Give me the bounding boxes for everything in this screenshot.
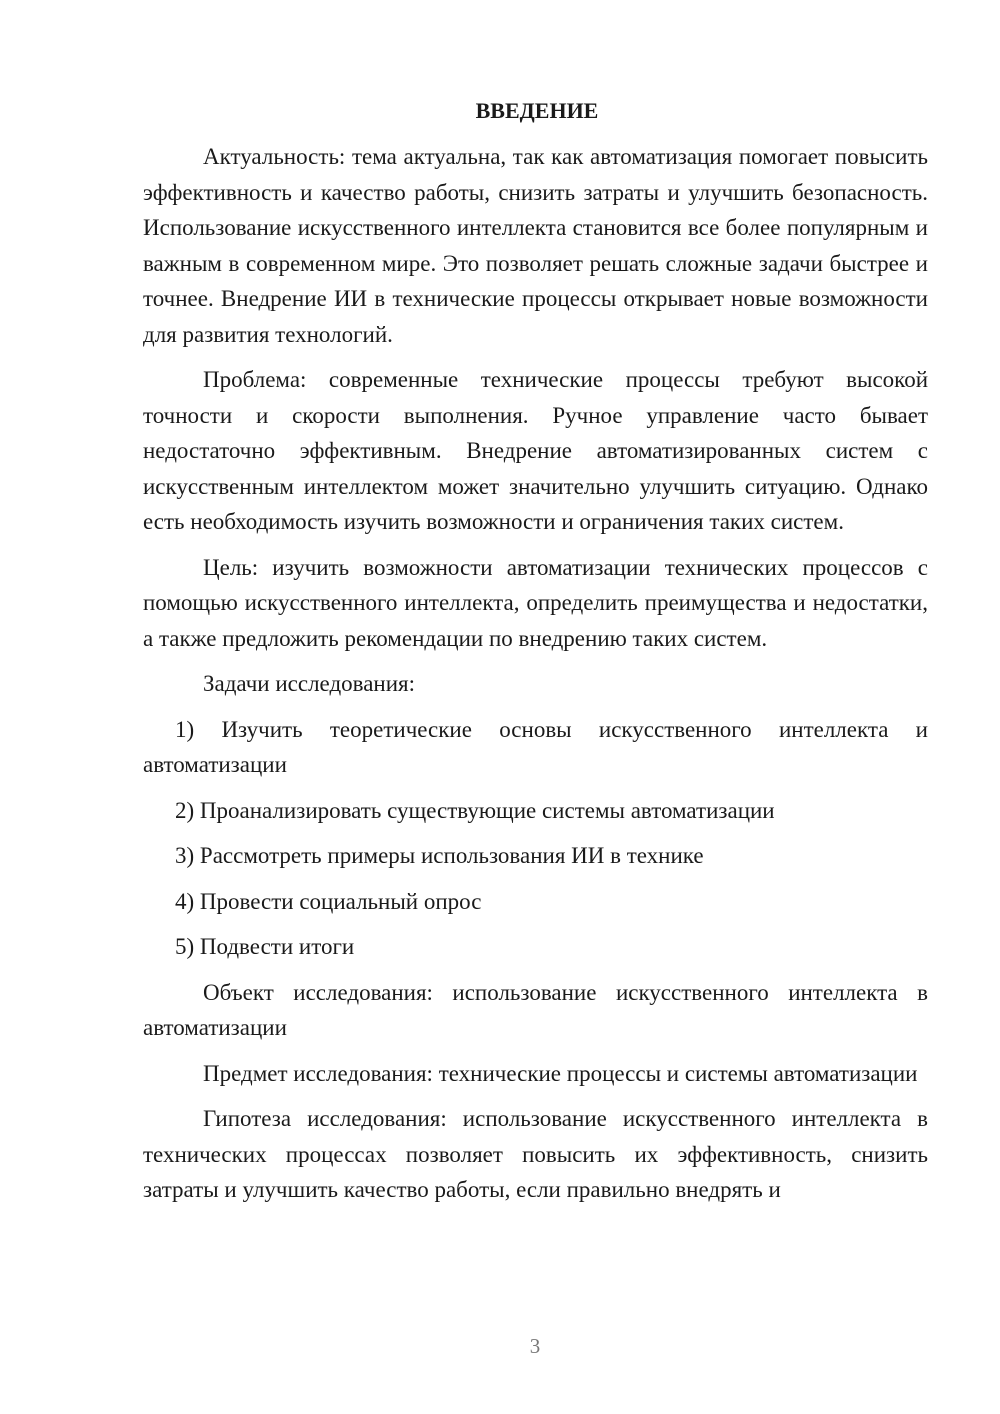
- task-item: 2) Проанализировать существующие системы автоматизации: [175, 797, 775, 823]
- hypothesis-paragraph: Гипотеза исследования: использование искусственного интеллекта в технических процессах позволяет повысить их эффективность, снизить затраты и улучшить качество работы, если правильно внедрять и: [143, 1106, 928, 1202]
- object-paragraph: Объект исследования: использование искусственного интеллекта в автоматизации: [143, 979, 928, 1040]
- tasks-heading: Задачи исследования:: [203, 671, 416, 696]
- task-item: 1) Изучить теоретические основы искусственного интеллекта и автоматизации: [143, 716, 928, 777]
- page-title: ВВЕДЕНИЕ: [475, 98, 599, 123]
- page-number: 3: [529, 1334, 541, 1358]
- document-body: [143, 94, 928, 1218]
- task-item: 3) Рассмотреть примеры использования ИИ в технике: [175, 843, 704, 868]
- goal-paragraph: Цель: изучить возможности автоматизации технических процессов с помощью искусственного интеллекта, определить преимущества и недостатки, а также предложить рекомендации по внедрению таких систем.: [143, 554, 928, 651]
- relevance-paragraph: Актуальность: тема актуальна, так как автоматизация помогает повысить эффективность и качество работы, снизить затраты и улучшить безопасность. Использование искусственного интеллекта становится все более популярным и важным в современном мире. Это позволяет решать сложные задачи быстрее и точнее. Внедрение ИИ в технические процессы открывает новые возможности для развития технологий.: [143, 144, 928, 347]
- problem-paragraph: Проблема: современные технические процессы требуют высокой точности и скорости выполнения. Ручное управление часто бывает недостаточно эффективным. Внедрение автоматизированных систем с искусственным интеллектом может значительно улучшить ситуацию. Однако есть необходимость изучить возможности и ограничения таких систем.: [143, 367, 928, 534]
- task-item: 5) Подвести итоги: [175, 934, 355, 959]
- tasks-list: [143, 712, 928, 965]
- subject-paragraph: Предмет исследования: технические процессы и системы автоматизации: [203, 1060, 918, 1086]
- task-item: 4) Провести социальный опрос: [175, 888, 482, 914]
